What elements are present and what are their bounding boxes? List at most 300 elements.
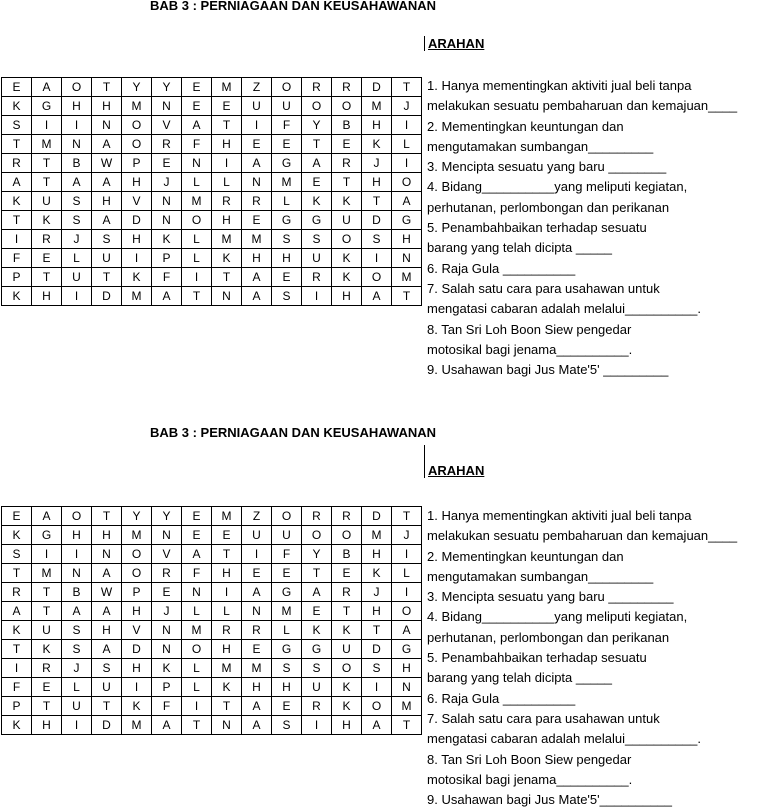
grid-cell: A <box>92 211 122 230</box>
grid-cell: K <box>152 230 182 249</box>
grid-cell: U <box>272 526 302 545</box>
grid-cell: M <box>122 287 152 306</box>
question-line: perhutanan, perlombongan dan perikanan <box>427 629 670 645</box>
grid-cell: O <box>332 230 362 249</box>
grid-cell: R <box>212 621 242 640</box>
grid-cell: N <box>152 211 182 230</box>
grid-cell: A <box>182 116 212 135</box>
grid-cell: A <box>32 507 62 526</box>
grid-cell: E <box>242 564 272 583</box>
grid-cell: A <box>182 545 212 564</box>
grid-cell: I <box>242 545 272 564</box>
grid-cell: R <box>332 154 362 173</box>
grid-cell: D <box>362 211 392 230</box>
grid-row <box>2 507 422 526</box>
grid-cell: L <box>182 230 212 249</box>
grid-cell: K <box>302 621 332 640</box>
question-line: barang yang telah dicipta _____ <box>427 670 613 686</box>
grid-cell: A <box>392 192 422 211</box>
question-line: 6. Raja Gula __________ <box>427 260 576 276</box>
arahan-heading-top: ARAHAN <box>424 36 484 51</box>
grid-row <box>2 230 422 249</box>
grid-cell: K <box>2 287 32 306</box>
grid-cell: R <box>32 659 62 678</box>
grid-cell: R <box>32 230 62 249</box>
grid-cell: U <box>242 526 272 545</box>
grid-cell: O <box>182 211 212 230</box>
grid-cell: I <box>242 116 272 135</box>
grid-cell: H <box>212 211 242 230</box>
question-line: 4. Bidang__________yang meliputi kegiatan, <box>427 609 688 625</box>
grid-cell: M <box>32 564 62 583</box>
grid-cell: N <box>212 287 242 306</box>
grid-cell: H <box>332 287 362 306</box>
grid-cell: U <box>62 697 92 716</box>
grid-cell: P <box>2 697 32 716</box>
grid-cell: G <box>392 211 422 230</box>
question-line: 7. Salah satu cara para usahawan untuk <box>427 280 660 296</box>
grid-cell: G <box>32 97 62 116</box>
grid-cell: U <box>332 211 362 230</box>
grid-cell: H <box>92 97 122 116</box>
grid-cell: M <box>362 526 392 545</box>
grid-cell: Z <box>242 507 272 526</box>
grid-cell: K <box>362 564 392 583</box>
grid-cell: O <box>122 564 152 583</box>
grid-cell: L <box>62 249 92 268</box>
grid-cell: T <box>212 268 242 287</box>
grid-cell: O <box>332 659 362 678</box>
grid-cell: I <box>392 545 422 564</box>
grid-cell: S <box>362 659 392 678</box>
question-line: 9. Usahawan bagi Jus Mate'5' _________ <box>427 362 669 378</box>
grid-cell: K <box>332 697 362 716</box>
grid-cell: T <box>182 716 212 735</box>
grid-cell: G <box>302 211 332 230</box>
grid-cell: H <box>392 230 422 249</box>
grid-cell: O <box>272 507 302 526</box>
grid-cell: A <box>242 154 272 173</box>
grid-cell: J <box>362 583 392 602</box>
grid-cell: M <box>212 507 242 526</box>
grid-cell: E <box>212 97 242 116</box>
grid-cell: U <box>62 268 92 287</box>
grid-cell: V <box>152 545 182 564</box>
grid-cell: I <box>302 716 332 735</box>
grid-cell: R <box>332 78 362 97</box>
grid-cell: H <box>362 602 392 621</box>
grid-cell: I <box>62 545 92 564</box>
grid-cell: O <box>272 78 302 97</box>
grid-cell: E <box>2 78 32 97</box>
grid-cell: R <box>152 135 182 154</box>
question-line: 3. Mencipta sesuatu yang baru _________ <box>427 589 674 605</box>
grid-cell: T <box>2 640 32 659</box>
grid-cell: A <box>362 287 392 306</box>
grid-row <box>2 135 422 154</box>
grid-cell: T <box>32 583 62 602</box>
grid-cell: L <box>182 602 212 621</box>
grid-cell: B <box>62 583 92 602</box>
grid-cell: N <box>62 564 92 583</box>
grid-cell: K <box>332 192 362 211</box>
grid-cell: H <box>122 659 152 678</box>
grid-cell: I <box>362 678 392 697</box>
grid-cell: K <box>332 678 362 697</box>
grid-cell: H <box>32 716 62 735</box>
grid-cell: H <box>62 97 92 116</box>
grid-cell: N <box>62 135 92 154</box>
grid-cell: T <box>92 697 122 716</box>
grid-cell: L <box>392 135 422 154</box>
grid-cell: M <box>242 659 272 678</box>
grid-cell: S <box>272 659 302 678</box>
grid-row <box>2 640 422 659</box>
grid-row <box>2 678 422 697</box>
grid-cell: N <box>242 602 272 621</box>
grid-cell: S <box>302 659 332 678</box>
grid-cell: P <box>122 583 152 602</box>
grid-cell: A <box>302 583 332 602</box>
grid-cell: R <box>242 621 272 640</box>
question-line: melakukan sesuatu pembaharuan dan kemajuan____ <box>427 98 738 114</box>
grid-cell: Y <box>302 545 332 564</box>
grid-cell: A <box>92 602 122 621</box>
grid-cell: N <box>392 249 422 268</box>
grid-cell: E <box>272 697 302 716</box>
grid-cell: H <box>362 545 392 564</box>
grid-cell: K <box>2 526 32 545</box>
grid-cell: P <box>152 249 182 268</box>
grid-row <box>2 716 422 735</box>
question-line: mengutamakan sumbangan_________ <box>427 138 654 154</box>
grid-cell: T <box>212 697 242 716</box>
grid-cell: I <box>212 154 242 173</box>
grid-cell: S <box>62 640 92 659</box>
grid-cell: L <box>212 602 242 621</box>
grid-cell: P <box>2 268 32 287</box>
grid-row <box>2 173 422 192</box>
grid-cell: T <box>392 716 422 735</box>
grid-cell: N <box>392 678 422 697</box>
grid-cell: T <box>32 602 62 621</box>
grid-cell: J <box>362 154 392 173</box>
grid-cell: U <box>302 678 332 697</box>
grid-cell: G <box>272 154 302 173</box>
grid-cell: T <box>362 621 392 640</box>
grid-cell: A <box>242 697 272 716</box>
grid-cell: V <box>152 116 182 135</box>
grid-cell: K <box>122 268 152 287</box>
question-line: 4. Bidang__________yang meliputi kegiatan, <box>427 179 688 195</box>
grid-cell: A <box>242 716 272 735</box>
grid-row <box>2 249 422 268</box>
grid-cell: G <box>392 640 422 659</box>
questions-list-top <box>427 76 768 380</box>
questions-list-bottom <box>427 506 768 810</box>
grid-cell: M <box>362 97 392 116</box>
grid-row <box>2 564 422 583</box>
grid-cell: H <box>242 249 272 268</box>
question-line: 5. Penambahbaikan terhadap sesuatu <box>427 220 647 236</box>
grid-cell: N <box>182 154 212 173</box>
grid-cell: I <box>62 116 92 135</box>
question-line: barang yang telah dicipta _____ <box>427 240 613 256</box>
grid-cell: N <box>152 97 182 116</box>
grid-cell: U <box>32 621 62 640</box>
grid-cell: J <box>392 97 422 116</box>
grid-cell: O <box>332 97 362 116</box>
grid-cell: L <box>392 564 422 583</box>
grid-row <box>2 97 422 116</box>
grid-cell: O <box>122 116 152 135</box>
grid-cell: B <box>332 545 362 564</box>
grid-cell: I <box>32 545 62 564</box>
grid-cell: F <box>152 268 182 287</box>
grid-cell: F <box>182 135 212 154</box>
question-line: 9. Usahawan bagi Jus Mate'5'__________ <box>427 792 672 808</box>
grid-cell: N <box>212 716 242 735</box>
grid-cell: E <box>182 78 212 97</box>
grid-cell: M <box>212 230 242 249</box>
grid-cell: K <box>2 97 32 116</box>
grid-cell: L <box>212 173 242 192</box>
grid-cell: E <box>152 583 182 602</box>
grid-cell: M <box>272 173 302 192</box>
grid-cell: F <box>182 564 212 583</box>
grid-cell: J <box>392 526 422 545</box>
grid-cell: H <box>272 678 302 697</box>
grid-cell: N <box>152 640 182 659</box>
grid-cell: M <box>122 526 152 545</box>
grid-cell: K <box>212 249 242 268</box>
grid-cell: M <box>212 659 242 678</box>
grid-cell: Y <box>152 507 182 526</box>
grid-cell: T <box>392 78 422 97</box>
grid-cell: N <box>152 192 182 211</box>
grid-cell: S <box>272 287 302 306</box>
grid-cell: A <box>2 173 32 192</box>
grid-cell: E <box>332 564 362 583</box>
grid-cell: H <box>122 173 152 192</box>
grid-cell: O <box>362 697 392 716</box>
question-line: motosikal bagi jenama__________. <box>427 771 633 787</box>
grid-cell: A <box>392 621 422 640</box>
grid-cell: F <box>2 249 32 268</box>
grid-cell: N <box>152 621 182 640</box>
grid-cell: P <box>122 154 152 173</box>
grid-cell: S <box>272 230 302 249</box>
grid-cell: G <box>272 211 302 230</box>
grid-cell: I <box>2 230 32 249</box>
grid-cell: H <box>122 230 152 249</box>
grid-cell: S <box>2 116 32 135</box>
grid-cell: E <box>272 135 302 154</box>
grid-row <box>2 697 422 716</box>
question-line: mengatasi cabaran adalah melalui__________. <box>427 731 701 747</box>
question-line: 8. Tan Sri Loh Boon Siew pengedar <box>427 751 632 767</box>
grid-cell: T <box>32 154 62 173</box>
grid-cell: K <box>362 135 392 154</box>
arahan-heading-bottom: ARAHAN <box>424 445 484 478</box>
grid-row <box>2 526 422 545</box>
grid-cell: T <box>92 78 122 97</box>
grid-cell: K <box>122 697 152 716</box>
grid-cell: T <box>362 192 392 211</box>
grid-cell: S <box>62 192 92 211</box>
grid-cell: E <box>272 268 302 287</box>
grid-cell: O <box>62 507 92 526</box>
grid-cell: D <box>362 640 392 659</box>
grid-cell: S <box>2 545 32 564</box>
grid-cell: L <box>272 192 302 211</box>
grid-cell: L <box>182 678 212 697</box>
grid-cell: M <box>272 602 302 621</box>
grid-cell: H <box>392 659 422 678</box>
grid-cell: J <box>152 602 182 621</box>
grid-cell: H <box>212 564 242 583</box>
grid-cell: D <box>362 78 392 97</box>
grid-cell: U <box>332 640 362 659</box>
grid-cell: J <box>62 230 92 249</box>
grid-cell: F <box>272 116 302 135</box>
question-line: 3. Mencipta sesuatu yang baru ________ <box>427 159 667 175</box>
grid-row <box>2 621 422 640</box>
grid-cell: D <box>122 640 152 659</box>
grid-cell: K <box>2 192 32 211</box>
grid-cell: O <box>392 602 422 621</box>
grid-cell: M <box>182 192 212 211</box>
grid-cell: G <box>32 526 62 545</box>
grid-cell: N <box>92 116 122 135</box>
grid-cell: A <box>362 716 392 735</box>
worksheet-title-top: BAB 3 : PERNIAGAAN DAN KEUSAHAWANAN <box>150 0 437 13</box>
grid-cell: R <box>212 192 242 211</box>
grid-cell: V <box>122 192 152 211</box>
grid-cell: Y <box>302 116 332 135</box>
grid-row <box>2 268 422 287</box>
grid-cell: T <box>182 287 212 306</box>
grid-cell: I <box>182 268 212 287</box>
grid-row <box>2 116 422 135</box>
grid-cell: B <box>332 116 362 135</box>
grid-cell: E <box>272 564 302 583</box>
grid-cell: F <box>272 545 302 564</box>
grid-cell: M <box>32 135 62 154</box>
grid-cell: S <box>62 211 92 230</box>
grid-cell: I <box>392 154 422 173</box>
question-line: 2. Mementingkan keuntungan dan <box>427 118 624 134</box>
grid-cell: T <box>2 135 32 154</box>
grid-cell: I <box>182 697 212 716</box>
grid-cell: O <box>362 268 392 287</box>
question-line: mengutamakan sumbangan_________ <box>427 568 654 584</box>
grid-cell: U <box>272 97 302 116</box>
grid-cell: N <box>182 583 212 602</box>
grid-cell: M <box>122 97 152 116</box>
grid-row <box>2 154 422 173</box>
grid-cell: U <box>302 249 332 268</box>
grid-cell: A <box>302 154 332 173</box>
word-search-grid-top <box>1 77 422 306</box>
grid-cell: S <box>362 230 392 249</box>
grid-cell: T <box>332 602 362 621</box>
grid-cell: E <box>242 211 272 230</box>
grid-cell: R <box>2 583 32 602</box>
grid-cell: T <box>302 135 332 154</box>
grid-cell: D <box>122 211 152 230</box>
grid-cell: E <box>182 526 212 545</box>
grid-cell: O <box>302 97 332 116</box>
grid-cell: H <box>242 678 272 697</box>
grid-cell: P <box>152 678 182 697</box>
grid-cell: O <box>302 526 332 545</box>
grid-cell: I <box>212 583 242 602</box>
grid-cell: R <box>302 507 332 526</box>
question-line: 8. Tan Sri Loh Boon Siew pengedar <box>427 321 632 337</box>
grid-cell: T <box>92 268 122 287</box>
grid-cell: A <box>92 564 122 583</box>
grid-cell: N <box>92 545 122 564</box>
grid-cell: H <box>122 602 152 621</box>
grid-cell: M <box>242 230 272 249</box>
grid-cell: I <box>122 678 152 697</box>
grid-cell: G <box>302 640 332 659</box>
grid-cell: T <box>92 507 122 526</box>
grid-cell: I <box>392 116 422 135</box>
grid-cell: A <box>92 173 122 192</box>
grid-cell: W <box>92 154 122 173</box>
grid-cell: Y <box>152 78 182 97</box>
grid-cell: G <box>272 583 302 602</box>
grid-cell: E <box>182 97 212 116</box>
grid-cell: A <box>62 602 92 621</box>
grid-cell: A <box>92 640 122 659</box>
grid-cell: H <box>212 135 242 154</box>
grid-cell: N <box>152 526 182 545</box>
grid-cell: T <box>2 564 32 583</box>
grid-row <box>2 545 422 564</box>
grid-cell: A <box>242 268 272 287</box>
grid-cell: H <box>92 526 122 545</box>
grid-cell: A <box>152 716 182 735</box>
grid-cell: J <box>152 173 182 192</box>
grid-cell: M <box>122 716 152 735</box>
grid-cell: U <box>92 249 122 268</box>
grid-cell: S <box>92 230 122 249</box>
grid-cell: R <box>332 583 362 602</box>
grid-cell: R <box>2 154 32 173</box>
question-line: motosikal bagi jenama__________. <box>427 341 633 357</box>
grid-cell: I <box>362 249 392 268</box>
question-line: 1. Hanya mementingkan aktiviti jual beli tanpa <box>427 78 692 93</box>
grid-cell: A <box>32 78 62 97</box>
grid-cell: H <box>362 173 392 192</box>
grid-cell: E <box>212 526 242 545</box>
grid-cell: T <box>32 268 62 287</box>
grid-cell: H <box>212 640 242 659</box>
question-line: melakukan sesuatu pembaharuan dan kemajuan____ <box>427 528 738 544</box>
grid-cell: S <box>62 621 92 640</box>
question-line: 7. Salah satu cara para usahawan untuk <box>427 710 660 726</box>
grid-cell: F <box>2 678 32 697</box>
grid-row <box>2 192 422 211</box>
grid-cell: T <box>2 211 32 230</box>
grid-row <box>2 602 422 621</box>
grid-cell: I <box>122 249 152 268</box>
grid-cell: T <box>302 564 332 583</box>
grid-cell: T <box>392 507 422 526</box>
